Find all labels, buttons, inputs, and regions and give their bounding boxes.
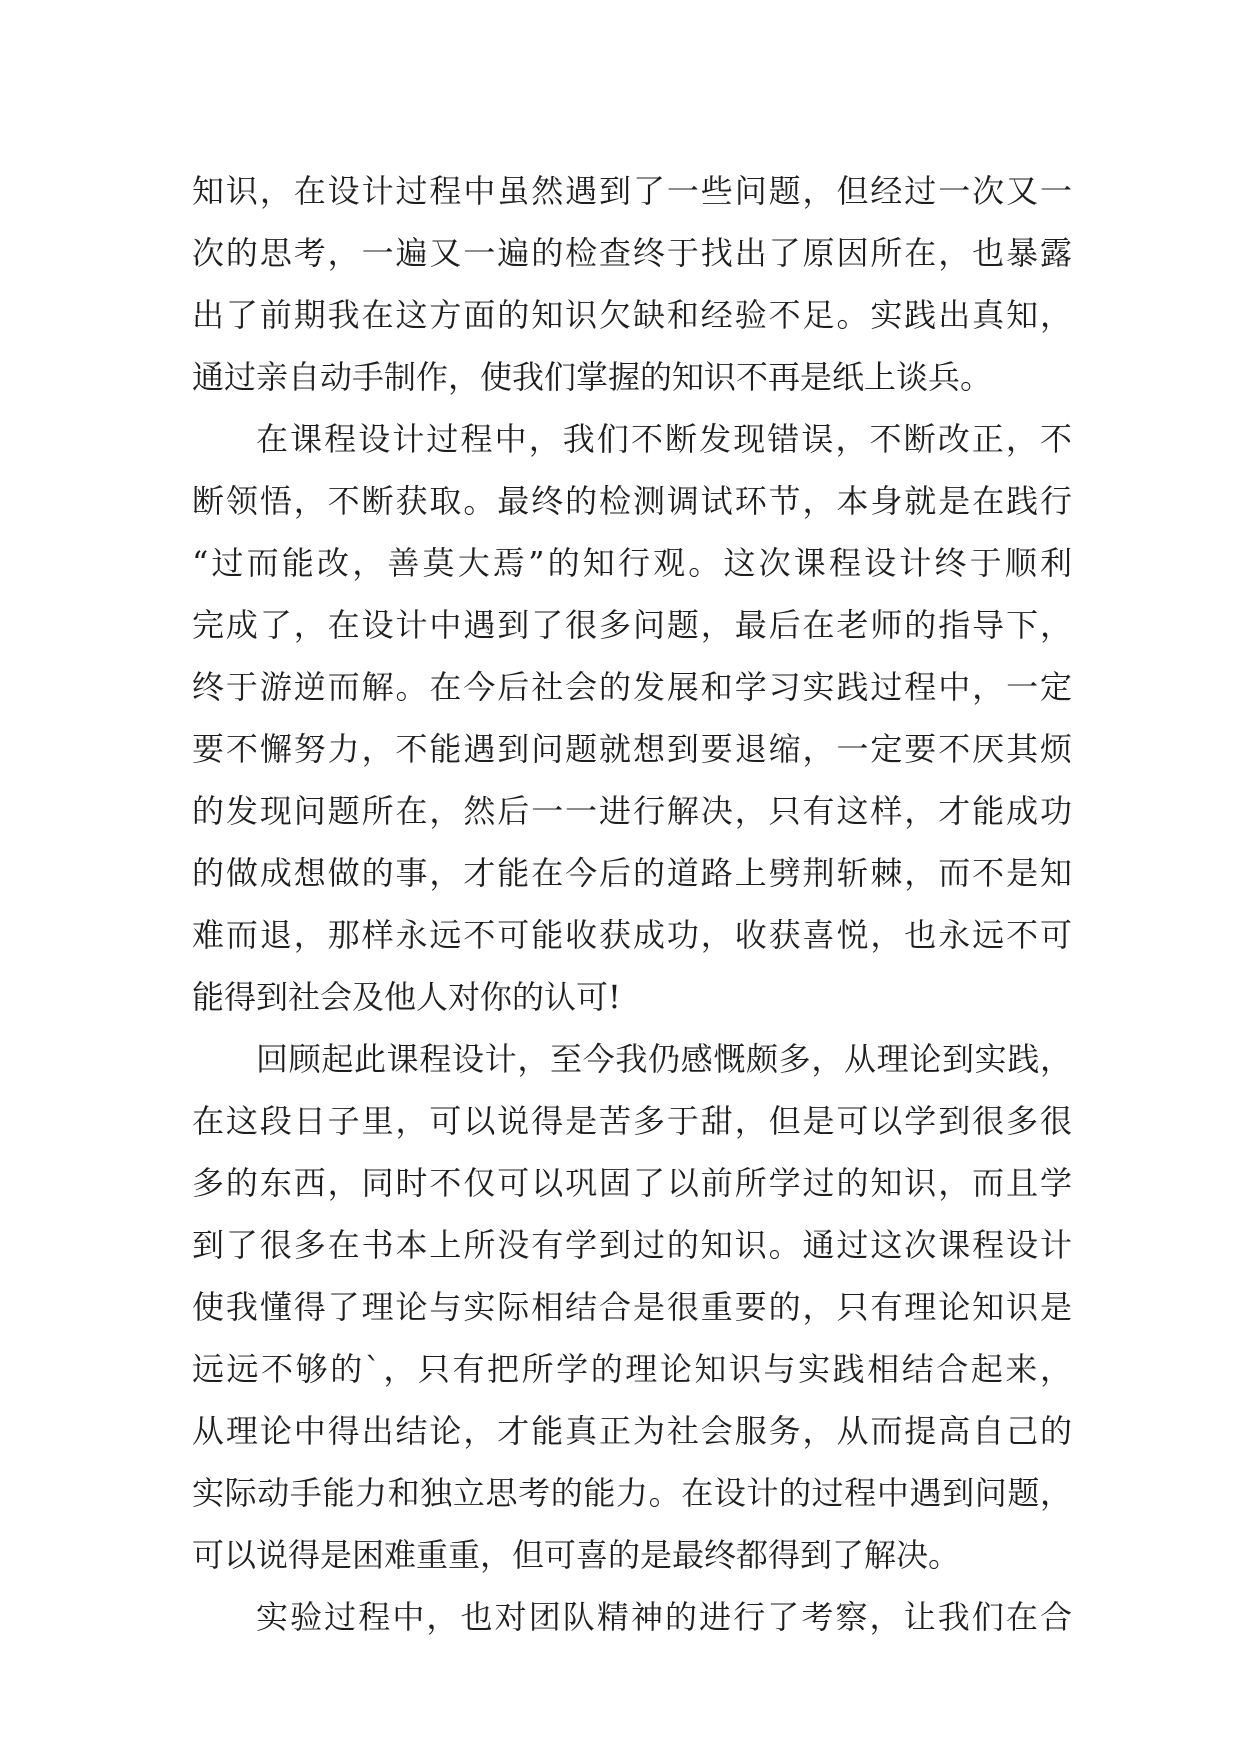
text-line: “过而能改，善莫大焉”的知行观。这次课程设计终于顺利: [192, 544, 1072, 582]
text-line: 从理论中得出结论，才能真正为社会服务，从而提高自己的: [192, 1412, 1072, 1450]
text-line: 次的思考，一遍又一遍的检查终于找出了原因所在，也暴露: [192, 234, 1072, 272]
text-line: 到了很多在书本上所没有学到过的知识。通过这次课程设计: [192, 1226, 1072, 1264]
text-line: 能得到社会及他人对你的认可!: [192, 978, 621, 1016]
text-line: 远远不够的`，只有把所学的理论知识与实践相结合起来，: [192, 1350, 1072, 1388]
text-line: 的做成想做的事，才能在今后的道路上劈荆斩棘，而不是知: [192, 854, 1072, 892]
text-line: 出了前期我在这方面的知识欠缺和经验不足。实践出真知，: [192, 296, 1072, 334]
text-line: 知识，在设计过程中虽然遇到了一些问题，但经过一次又一: [192, 172, 1072, 210]
text-line: 多的东西，同时不仅可以巩固了以前所学过的知识，而且学: [192, 1164, 1072, 1202]
text-line: 通过亲自动手制作，使我们掌握的知识不再是纸上谈兵。: [192, 358, 993, 396]
text-line: 完成了，在设计中遇到了很多问题，最后在老师的指导下，: [192, 606, 1072, 644]
text-line: 在这段日子里，可以说得是苦多于甜，但是可以学到很多很: [192, 1102, 1072, 1140]
text-line: 实际动手能力和独立思考的能力。在设计的过程中遇到问题，: [192, 1474, 1072, 1512]
text-line: 使我懂得了理论与实际相结合是很重要的，只有理论知识是: [192, 1288, 1072, 1326]
text-line: 的发现问题所在，然后一一进行解决，只有这样，才能成功: [192, 792, 1072, 830]
text-line: 断领悟，不断获取。最终的检测调试环节，本身就是在践行: [192, 482, 1072, 520]
text-line: 终于游逆而解。在今后社会的发展和学习实践过程中，一定: [192, 668, 1072, 706]
text-line: 难而退，那样永远不可能收获成功，收获喜悦，也永远不可: [192, 916, 1072, 954]
text-line: 回顾起此课程设计，至今我仍感慨颇多，从理论到实践，: [256, 1040, 1072, 1078]
text-line: 在课程设计过程中，我们不断发现错误，不断改正，不: [256, 420, 1072, 458]
text-line: 要不懈努力，不能遇到问题就想到要退缩，一定要不厌其烦: [192, 730, 1072, 768]
body-text: [192, 160, 1072, 1648]
text-line: 实验过程中，也对团队精神的进行了考察，让我们在合: [256, 1598, 1072, 1636]
text-line: 可以说得是困难重重，但可喜的是最终都得到了解决。: [192, 1536, 961, 1574]
